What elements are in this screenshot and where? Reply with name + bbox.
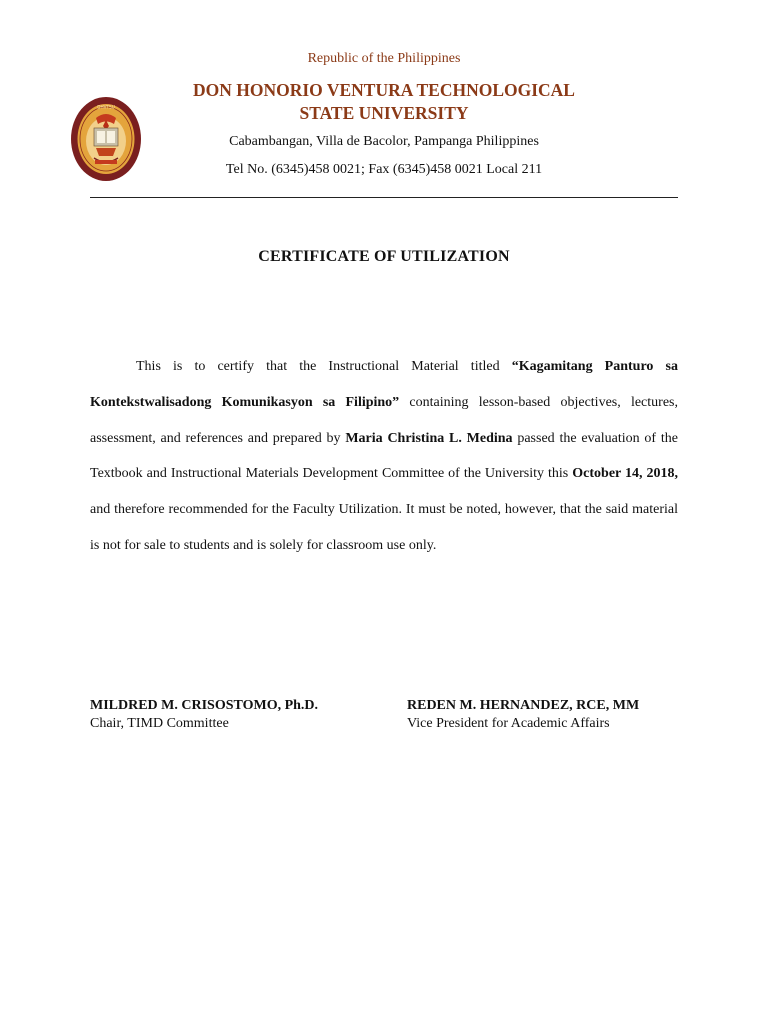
body-text-1: This is to certify that the Instructional Material titled	[136, 359, 512, 374]
material-title: “Kagamitang Panturo sa Kontekstwalisadong Komunikasyon sa Filipino”	[90, 359, 678, 410]
author-name: Maria Christina L. Medina	[345, 430, 513, 446]
signatory-vp	[407, 697, 639, 733]
seal-lettering: DHVTSU	[97, 104, 115, 110]
signatory-name: REDEN M. HERNANDEZ, RCE, MM	[407, 698, 640, 713]
certificate-body	[90, 349, 678, 564]
university-address: Cabambangan, Villa de Bacolor, Pampanga Philippines	[229, 134, 539, 149]
republic-line: Republic of the Philippines	[307, 51, 461, 66]
certificate-title: CERTIFICATE OF UTILIZATION	[258, 248, 510, 265]
header-divider	[90, 197, 678, 198]
signatory-role: Vice President for Academic Affairs	[407, 716, 610, 731]
contact-numbers: Tel No. (6345)458 0021; Fax (6345)458 0021 Local 211	[225, 162, 543, 177]
body-text-3: passed the evaluation of the Textbook and Instructional Materials Development Committee of the University this	[90, 430, 678, 482]
signatory-role: Chair, TIMD Committee	[90, 716, 229, 731]
evaluation-date: October 14, 2018,	[572, 466, 678, 482]
signatory-name: MILDRED M. CRISOSTOMO, Ph.D.	[90, 698, 319, 713]
signatory-chair	[90, 697, 318, 733]
body-text-4: and therefore recommended for the Faculty Utilization. It must be noted, however, that the said material is not for sale to students and is solely for classroom use only.	[90, 502, 678, 553]
certificate-paragraph	[90, 349, 678, 564]
university-name-line-2: STATE UNIVERSITY	[299, 103, 469, 123]
university-name-line-1: DON HONORIO VENTURA TECHNOLOGICAL	[193, 80, 575, 100]
university-name	[0, 79, 768, 125]
body-text-2: containing lesson-based objectives, lectures, assessment, and references and prepared by	[90, 394, 678, 446]
